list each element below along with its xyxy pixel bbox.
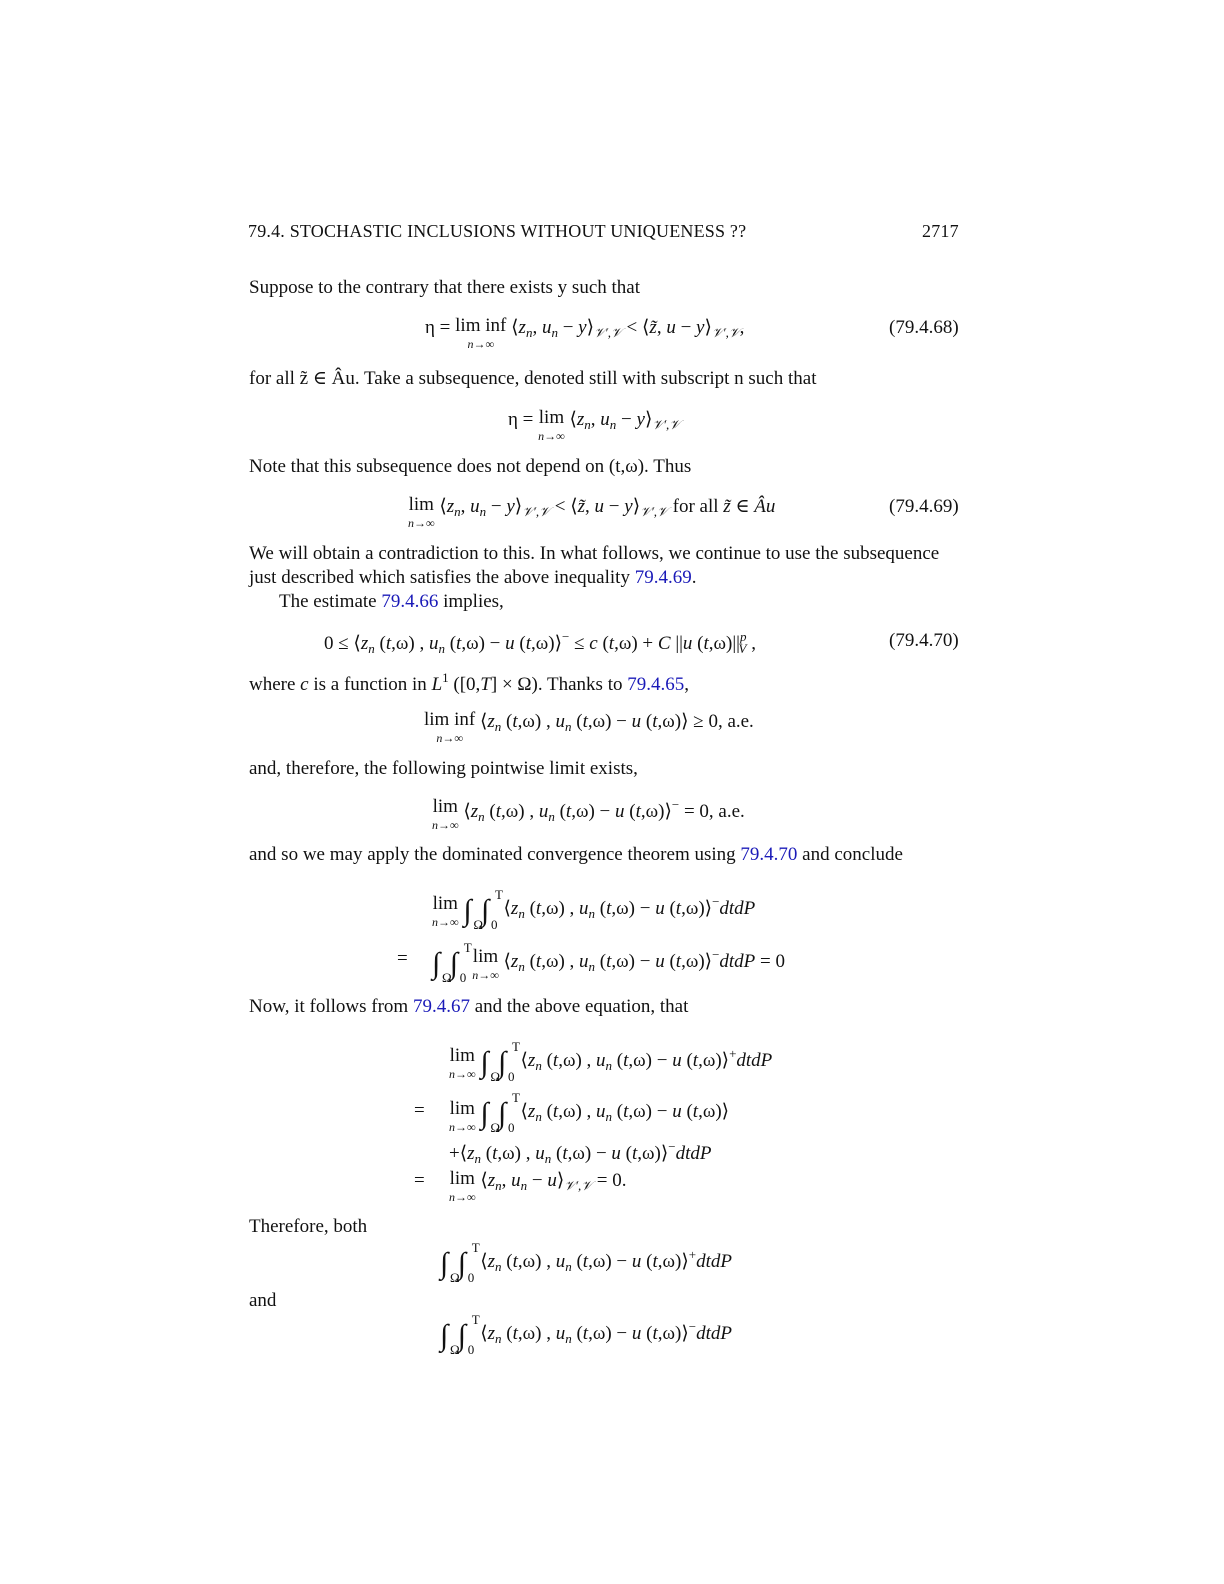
equation-link[interactable]: 79.4.65 [627,674,685,695]
equation-link[interactable]: 79.4.67 [412,996,470,1017]
paragraph: Note that this subsequence does not depend on (t,ω). Thus [249,456,692,477]
equation-integral-positive: ∫ Ω ∫ 0 T $⟨z_n$ (t,ω) , $u_n$ (t,ω) − u (t,ω)⟩+dtdP [440,1240,732,1285]
equation-lim-negative-part: lim n→∞ $⟨z_n$ (t,ω) , $u_n$ (t,ω) − u (t,ω)⟩− = 0, a.e. [432,796,745,832]
equation-link[interactable]: 79.4.69 [634,567,692,588]
equation-link[interactable]: 79.4.66 [381,591,439,612]
equation-link[interactable]: 79.4.70 [740,844,798,865]
equation-number: (79.4.70) [889,630,959,651]
equals-sign: = [397,948,408,969]
equation-79-4-70: $0 \le ⟨z_n$ (t,ω) , $u_n$ (t,ω) − u (t,ω)⟩− ≤ c (t,ω) + C ||u $(t,\omega)||^p_V$ , [324,629,756,656]
equation-dominated-2: ∫ Ω ∫ 0 T lim n→∞ $⟨z_n$ (t,ω) , $u_n$ (t,ω) − u (t,ω)⟩−dtdP = 0 [432,940,786,985]
paragraph: Suppose to the contrary that there exists y such that [249,277,640,298]
paragraph: where c is a function in $L^1$ ([0,T] × Ω). Thanks to 79.4.65, [249,670,689,695]
paragraph: We will obtain a contradiction to this. In what follows, we continue to use the subsequence [249,543,940,564]
paragraph: Now, it follows from 79.4.67 and the above equation, that [249,996,689,1017]
paragraph: and, therefore, the following pointwise limit exists, [249,758,638,779]
paragraph: and so we may apply the dominated convergence theorem using 79.4.70 and conclude [249,844,903,865]
running-header: 79.4. STOCHASTIC INCLUSIONS WITHOUT UNIQUENESS ?? [248,221,747,241]
equation-positive-2: lim n→∞ ∫ Ω ∫ 0 T $⟨z_n$ (t,ω) , $u_n$ (t,ω) − u (t,ω)⟩ [449,1090,730,1135]
equals-sign: = [414,1100,425,1121]
equation-79-4-68: η = lim inf n→∞ $⟨z_n$, $u_n$ − $y⟩_{𝒱',𝒱}$ < ⟨z̃, $u - y⟩_{𝒱',𝒱}$, [425,315,745,351]
equation-positive-1: lim n→∞ ∫ Ω ∫ 0 T $⟨z_n$ (t,ω) , $u_n$ (t,ω) − u (t,ω)⟩+dtdP [449,1039,773,1084]
paragraph: Therefore, both [249,1216,368,1237]
equation-number: (79.4.69) [889,496,959,517]
paragraph: for all z̃ ∈ Âu. Take a subsequence, denoted still with subscript n such that [249,368,817,389]
paragraph: and [249,1290,277,1311]
paragraph: just described which satisfies the above inequality 79.4.69. [249,567,697,588]
equation-integral-negative: ∫ Ω ∫ 0 T $⟨z_n$ (t,ω) , $u_n$ (t,ω) − u (t,ω)⟩−dtdP [440,1312,732,1357]
equation-number: (79.4.68) [889,317,959,338]
paragraph: The estimate 79.4.66 implies, [279,591,504,612]
equation-79-4-69: lim n→∞ $⟨z_n$, $u_n$ − $y⟩_{𝒱',𝒱}$ < ⟨z̃, $u - y⟩_{𝒱',𝒱}$ for all z̃ ∈ Âu [408,494,776,530]
page-number: 2717 [922,221,959,241]
equation-positive-4: lim n→∞ $⟨z_n$, $u_n$ − $u⟩_{𝒱',𝒱} = 0$. [449,1168,627,1204]
equation-liminf-nonneg: lim inf n→∞ $⟨z_n$ (t,ω) , $u_n$ (t,ω) − u (t,ω)⟩ ≥ 0, a.e. [424,709,754,745]
equation-dominated-1: lim n→∞ ∫ Ω ∫ 0 T $⟨z_n$ (t,ω) , $u_n$ (t,ω) − u (t,ω)⟩−dtdP [432,887,756,932]
equation-positive-3: $+⟨z_n$ (t,ω) , $u_n$ (t,ω) − u (t,ω)⟩−dtdP [449,1139,712,1166]
equals-sign: = [414,1170,425,1191]
equation-eta-limit: η = lim n→∞ $⟨z_n$, $u_n$ − $y⟩_{𝒱',𝒱}$ [508,407,681,443]
